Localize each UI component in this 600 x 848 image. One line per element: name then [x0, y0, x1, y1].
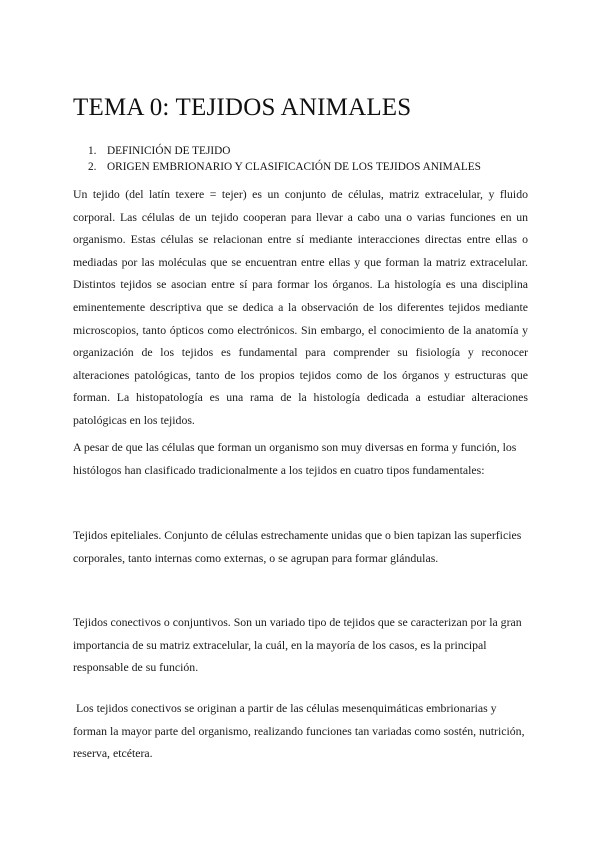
toc-item-origen: [88, 159, 481, 175]
toc-item-number: 2.: [88, 161, 97, 173]
toc-item-number: 1.: [88, 145, 97, 157]
paragraph-clasificacion: A pesar de que las células que forman un organismo son muy diversas en forma y función, los histólogos han clasificado tradicionalmente a los tejidos en cuatro tipos fundamentales:: [73, 440, 517, 477]
page-title: TEMA 0: TEJIDOS ANIMALES: [73, 94, 412, 121]
toc-item-definicion: [88, 143, 481, 159]
table-of-contents: [88, 143, 481, 175]
paragraph-tejidos-epiteliales: Tejidos epiteliales. Conjunto de células estrechamente unidas que o bien tapizan las superficies corporales, tanto internas como externas, o se agrupan para formar glándulas.: [73, 528, 522, 565]
paragraph-definicion: Un tejido (del latín texere = tejer) es un conjunto de células, matriz extracelular, y fluido corporal. Las células de un tejido cooperan para llevar a cabo una o varias funciones en un organismo. Estas células se relacionan entre sí mediante interacciones directas entre ellas o mediadas por las moléculas que se encuentran entre ellas y que forman la matriz extracelular. Distintos tejidos se asocian entre sí para formar los órganos. La histología es una disciplina eminentemente descriptiva que se dedica a la observación de los diferentes tejidos mediante microscopios, tanto ópticos como electrónicos. Sin embargo, el conocimiento de la anatomía y organización de los tejidos es fundamental para comprender su fisiología y reconocer alteraciones patológicas, tanto de los propios tejidos como de los órganos y estructuras que forman. La histopatología es una rama de la histología dedicada a estudiar alteraciones patológicas en los tejidos.: [73, 187, 528, 427]
paragraph-tejidos-conectivos: Tejidos conectivos o conjuntivos. Son un variado tipo de tejidos que se caracterizan por la gran importancia de su matriz extracelular, la cuál, en la mayoría de los casos, es la principal responsable de su función.: [73, 615, 522, 675]
toc-item-label: DEFINICIÓN DE TEJIDO: [107, 145, 231, 157]
paragraph-origen-conectivos: Los tejidos conectivos se originan a partir de las células mesenquimáticas embrionarias y forman la mayor parte del organismo, realizando funciones tan variadas como sostén, nutrición, reserva, etcétera.: [73, 701, 528, 761]
toc-item-label: ORIGEN EMBRIONARIO Y CLASIFICACIÓN DE LOS TEJIDOS ANIMALES: [107, 161, 481, 173]
